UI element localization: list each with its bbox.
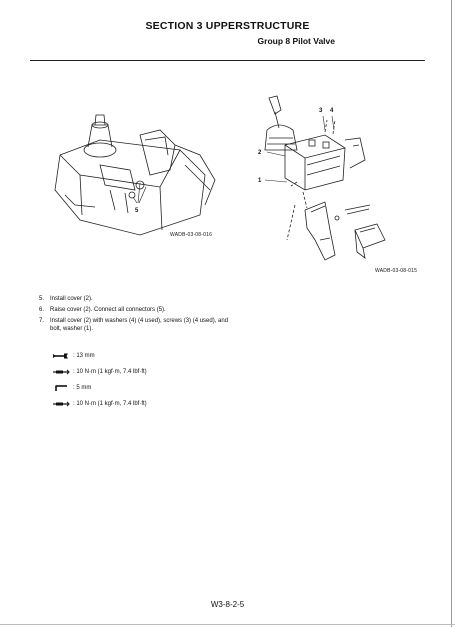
step-text: Install cover (2). (50, 296, 93, 302)
spec-wrench-size (52, 351, 147, 361)
callout-5: 5 (135, 208, 139, 214)
group-title: Group 8 Pilot Valve (257, 36, 335, 46)
callout-1: 1 (258, 178, 262, 184)
header-rule (30, 60, 425, 61)
spec-text: : 13 mm (73, 353, 95, 359)
figure-caption-2: WADB-03-08-015 (375, 268, 418, 274)
torque-wrench-icon (52, 400, 70, 408)
page-edge-bottom (0, 624, 455, 625)
step-5 (39, 295, 239, 303)
torque-wrench-icon (52, 368, 70, 376)
callout-4: 4 (330, 108, 334, 114)
step-text: Install cover (2) with washers (4) (4 used), screws (3) (4 used), and bolt, washer (1). (50, 318, 229, 332)
page-number: W3-8-2-5 (210, 600, 245, 609)
page-edge-right (451, 0, 452, 627)
step-number: 6. (39, 307, 45, 313)
spec-hex-key-size (52, 383, 147, 393)
page-header (30, 20, 425, 46)
spec-torque (52, 399, 147, 409)
figure-connectors (40, 95, 230, 245)
step-number: 7. (39, 318, 45, 324)
spec-text: : 5 mm (73, 385, 92, 391)
step-number: 5. (39, 296, 45, 302)
spec-text: : 10 N·m (1 kgf·m, 7.4 lbf·ft) (73, 369, 147, 375)
callout-3: 3 (319, 108, 323, 114)
section-title: SECTION 3 UPPERSTRUCTURE (145, 20, 310, 32)
step-text: Raise cover (2). Connect all connectors (5). (50, 307, 166, 313)
callout-2: 2 (258, 150, 262, 156)
spec-text: : 10 N·m (1 kgf·m, 7.4 lbf·ft) (73, 401, 147, 407)
hex-key-icon (52, 384, 70, 392)
step-6 (39, 306, 239, 314)
figure-caption-1: WADB-03-08-016 (170, 232, 213, 238)
step-7 (39, 317, 239, 333)
spec-torque (52, 367, 147, 377)
procedure-steps (39, 295, 239, 336)
tool-specifications (52, 351, 147, 415)
wrench-icon (52, 352, 70, 360)
figure-pilot-valve-exploded (245, 90, 418, 275)
